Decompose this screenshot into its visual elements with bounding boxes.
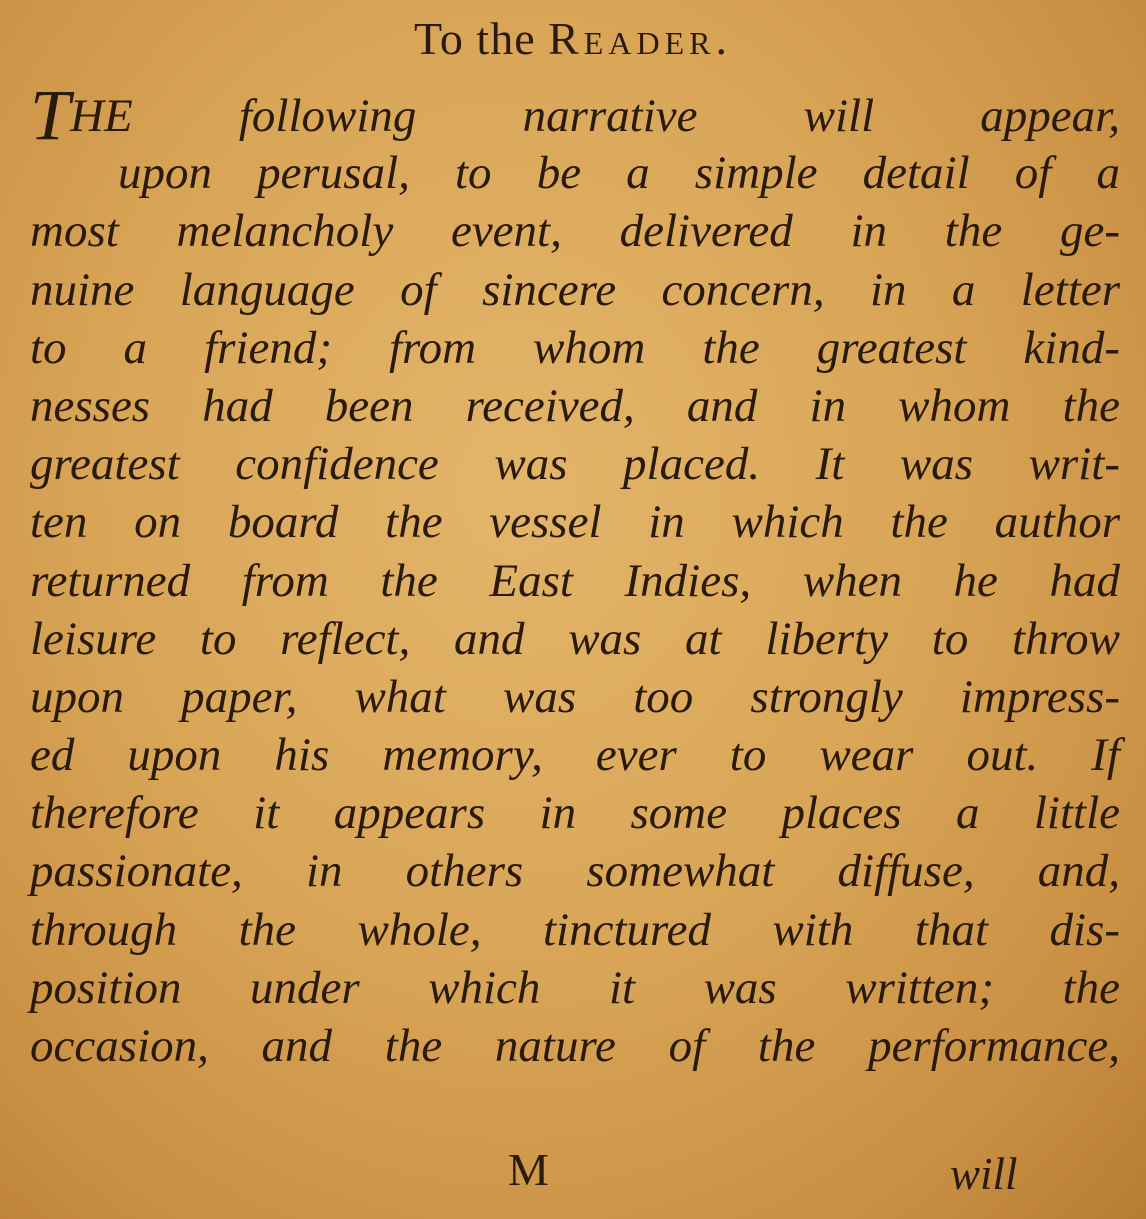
paragraph-line-6: nesses had been received, and in whom the [30, 379, 1120, 432]
paragraph-line-10: leisure to reflect, and was at liberty to throw [30, 612, 1120, 665]
paragraph-line-7: greatest confidence was placed. It was writ- [30, 438, 1120, 491]
drop-cap: T [30, 75, 71, 155]
paragraph-line-5: to a friend; from whom the greatest kind- [30, 321, 1120, 374]
catchword: will [950, 1149, 1018, 1199]
paragraph-line-14: passionate, in others somewhat diffuse, and, [30, 845, 1120, 898]
paragraph-line-9: returned from the East Indies, when he had [30, 554, 1120, 607]
signature-mark: M [508, 1144, 549, 1195]
paragraph-line-15: through the whole, tinctured with that dis- [30, 903, 1120, 956]
first-line-text: HE following narrative will appear, [70, 90, 1120, 142]
paragraph-line-1 [30, 75, 1120, 155]
paragraph-line-3: most melancholy event, delivered in the ge- [30, 205, 1120, 258]
paragraph-line-4: nuine language of sincere concern, in a letter [30, 263, 1120, 316]
paragraph-line-2: upon perusal, to be a simple detail of a [118, 147, 1120, 200]
paragraph-line-11: upon paper, what was too strongly impress- [30, 670, 1120, 723]
paragraph-line-17: occasion, and the nature of the performance, [30, 1020, 1120, 1072]
paragraph-line-16: position under which it was written; the [30, 961, 1120, 1014]
page-heading [0, 12, 1146, 65]
heading-small-caps: Reader. [548, 13, 732, 64]
paragraph-line-13: therefore it appears in some places a little [30, 787, 1120, 840]
paragraph-line-8: ten on board the vessel in which the author [30, 496, 1120, 549]
paragraph-line-12: ed upon his memory, ever to wear out. If [30, 729, 1120, 782]
heading-prefix: To the [414, 13, 549, 64]
paragraph-text [30, 75, 1120, 1075]
